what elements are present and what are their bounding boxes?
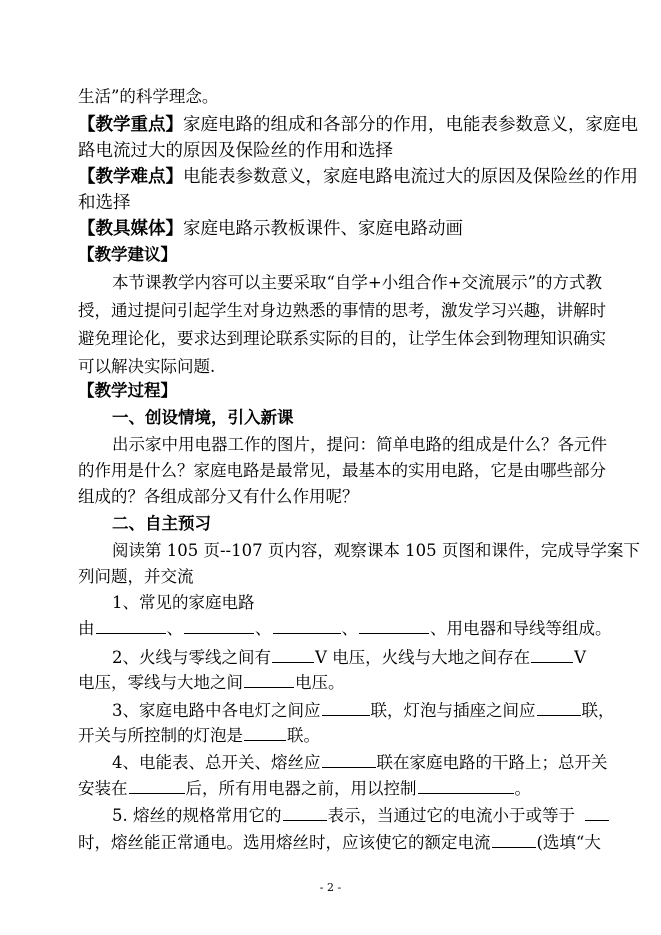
text-line: 列问题，并交流 <box>78 567 194 586</box>
fill-blank <box>322 700 370 716</box>
fill-blank <box>283 805 327 821</box>
section-heading: 【教学重点】 <box>78 115 183 135</box>
fill-blank <box>418 778 514 794</box>
text-line: 5. 熔丝的规格常用它的 表示，当通过它的电流小于或等于 <box>112 805 610 827</box>
text-line: 时，熔丝能正常通电。选用熔丝时，应该使它的额定电流 (选填“大 <box>78 833 601 852</box>
text-line <box>78 380 177 402</box>
text-line: 4、电能表、总开关、熔丝应 联在家庭电路的干路上；总开关 <box>112 753 608 772</box>
fill-blank <box>244 725 286 741</box>
text-line: 和选择 <box>78 193 131 213</box>
fill-blank <box>129 778 185 794</box>
text-line: 出示家中用电器工作的图片，提问：简单电路的组成是什么？各元件 <box>112 435 607 454</box>
text-line: 开关与所控制的灯泡是 联。 <box>78 726 320 745</box>
text-line: 授，通过提问引起学生对身边熟悉的事情的思考，激发学习兴趣，讲解时 <box>78 301 606 320</box>
section-heading: 【教具媒体】 <box>78 219 183 239</box>
text-line: 本节课教学内容可以主要采取“自学+小组合作+交流展示”的方式教 <box>112 273 603 292</box>
fill-blank <box>492 832 536 848</box>
text-line: 避免理论化，要求达到理论联系实际的目的，让学生体会到物理知识确实 <box>78 329 606 348</box>
fill-blank <box>184 618 254 634</box>
text-line: 【教学难点】电能表参数意义，家庭电路电流过大的原因及保险丝的作用 <box>78 167 638 187</box>
text-line: 阅读第 105 页--107 页内容，观察课本 105 页图和课件，完成导学案下 <box>112 541 640 560</box>
text-line: 电压，零线与大地之间 电压。 <box>78 673 345 692</box>
text-line: 【教学重点】家庭电路的组成和各部分的作用，电能表参数意义，家庭电 <box>78 115 638 135</box>
text-line: 1、常见的家庭电路 <box>112 593 255 612</box>
fill-blank <box>359 618 429 634</box>
fill-blank <box>322 752 376 768</box>
text-line: 一、创设情境，引入新课 <box>112 408 294 427</box>
text-line: 二、自主预习 <box>112 514 211 533</box>
fill-blank <box>273 618 341 634</box>
text-line: 3、家庭电路中各电灯之间应 联，灯泡与插座之间应 联， <box>112 701 615 720</box>
text-line: 组成的？各组成部分又有什么作用呢？ <box>78 487 359 506</box>
text-line: 【教具媒体】家庭电路示教板课件、家庭电路动画 <box>78 219 463 239</box>
section-heading: 【教学难点】 <box>78 167 183 187</box>
page-number: - 2 - <box>319 881 342 894</box>
text-line: 的作用是什么？家庭电路是最常见，最基本的实用电路，它是由哪些部分 <box>78 461 606 480</box>
fill-blank <box>531 647 573 663</box>
text-line: 2、火线与零线之间有 V 电压，火线与大地之间存在 V <box>112 648 587 667</box>
text-line <box>78 244 177 266</box>
text-line: 可以解决实际问题. <box>78 357 216 376</box>
fill-blank <box>537 700 581 716</box>
text-line: 安装在 后，所有用电器之前，用以控制 。 <box>78 779 531 798</box>
fill-blank <box>96 618 166 634</box>
text-line: 生活”的科学理念。 <box>78 87 219 106</box>
text-line: 路电流过大的原因及保险丝的作用和选择 <box>78 141 393 161</box>
text-line: 由 、 、 、 、用电器和导线等组成。 <box>78 619 612 638</box>
fill-blank <box>585 805 609 821</box>
section-heading: 【教学过程】 <box>78 381 177 400</box>
fill-blank <box>272 647 314 663</box>
fill-blank <box>244 672 294 688</box>
section-heading: 【教学建议】 <box>78 245 177 264</box>
